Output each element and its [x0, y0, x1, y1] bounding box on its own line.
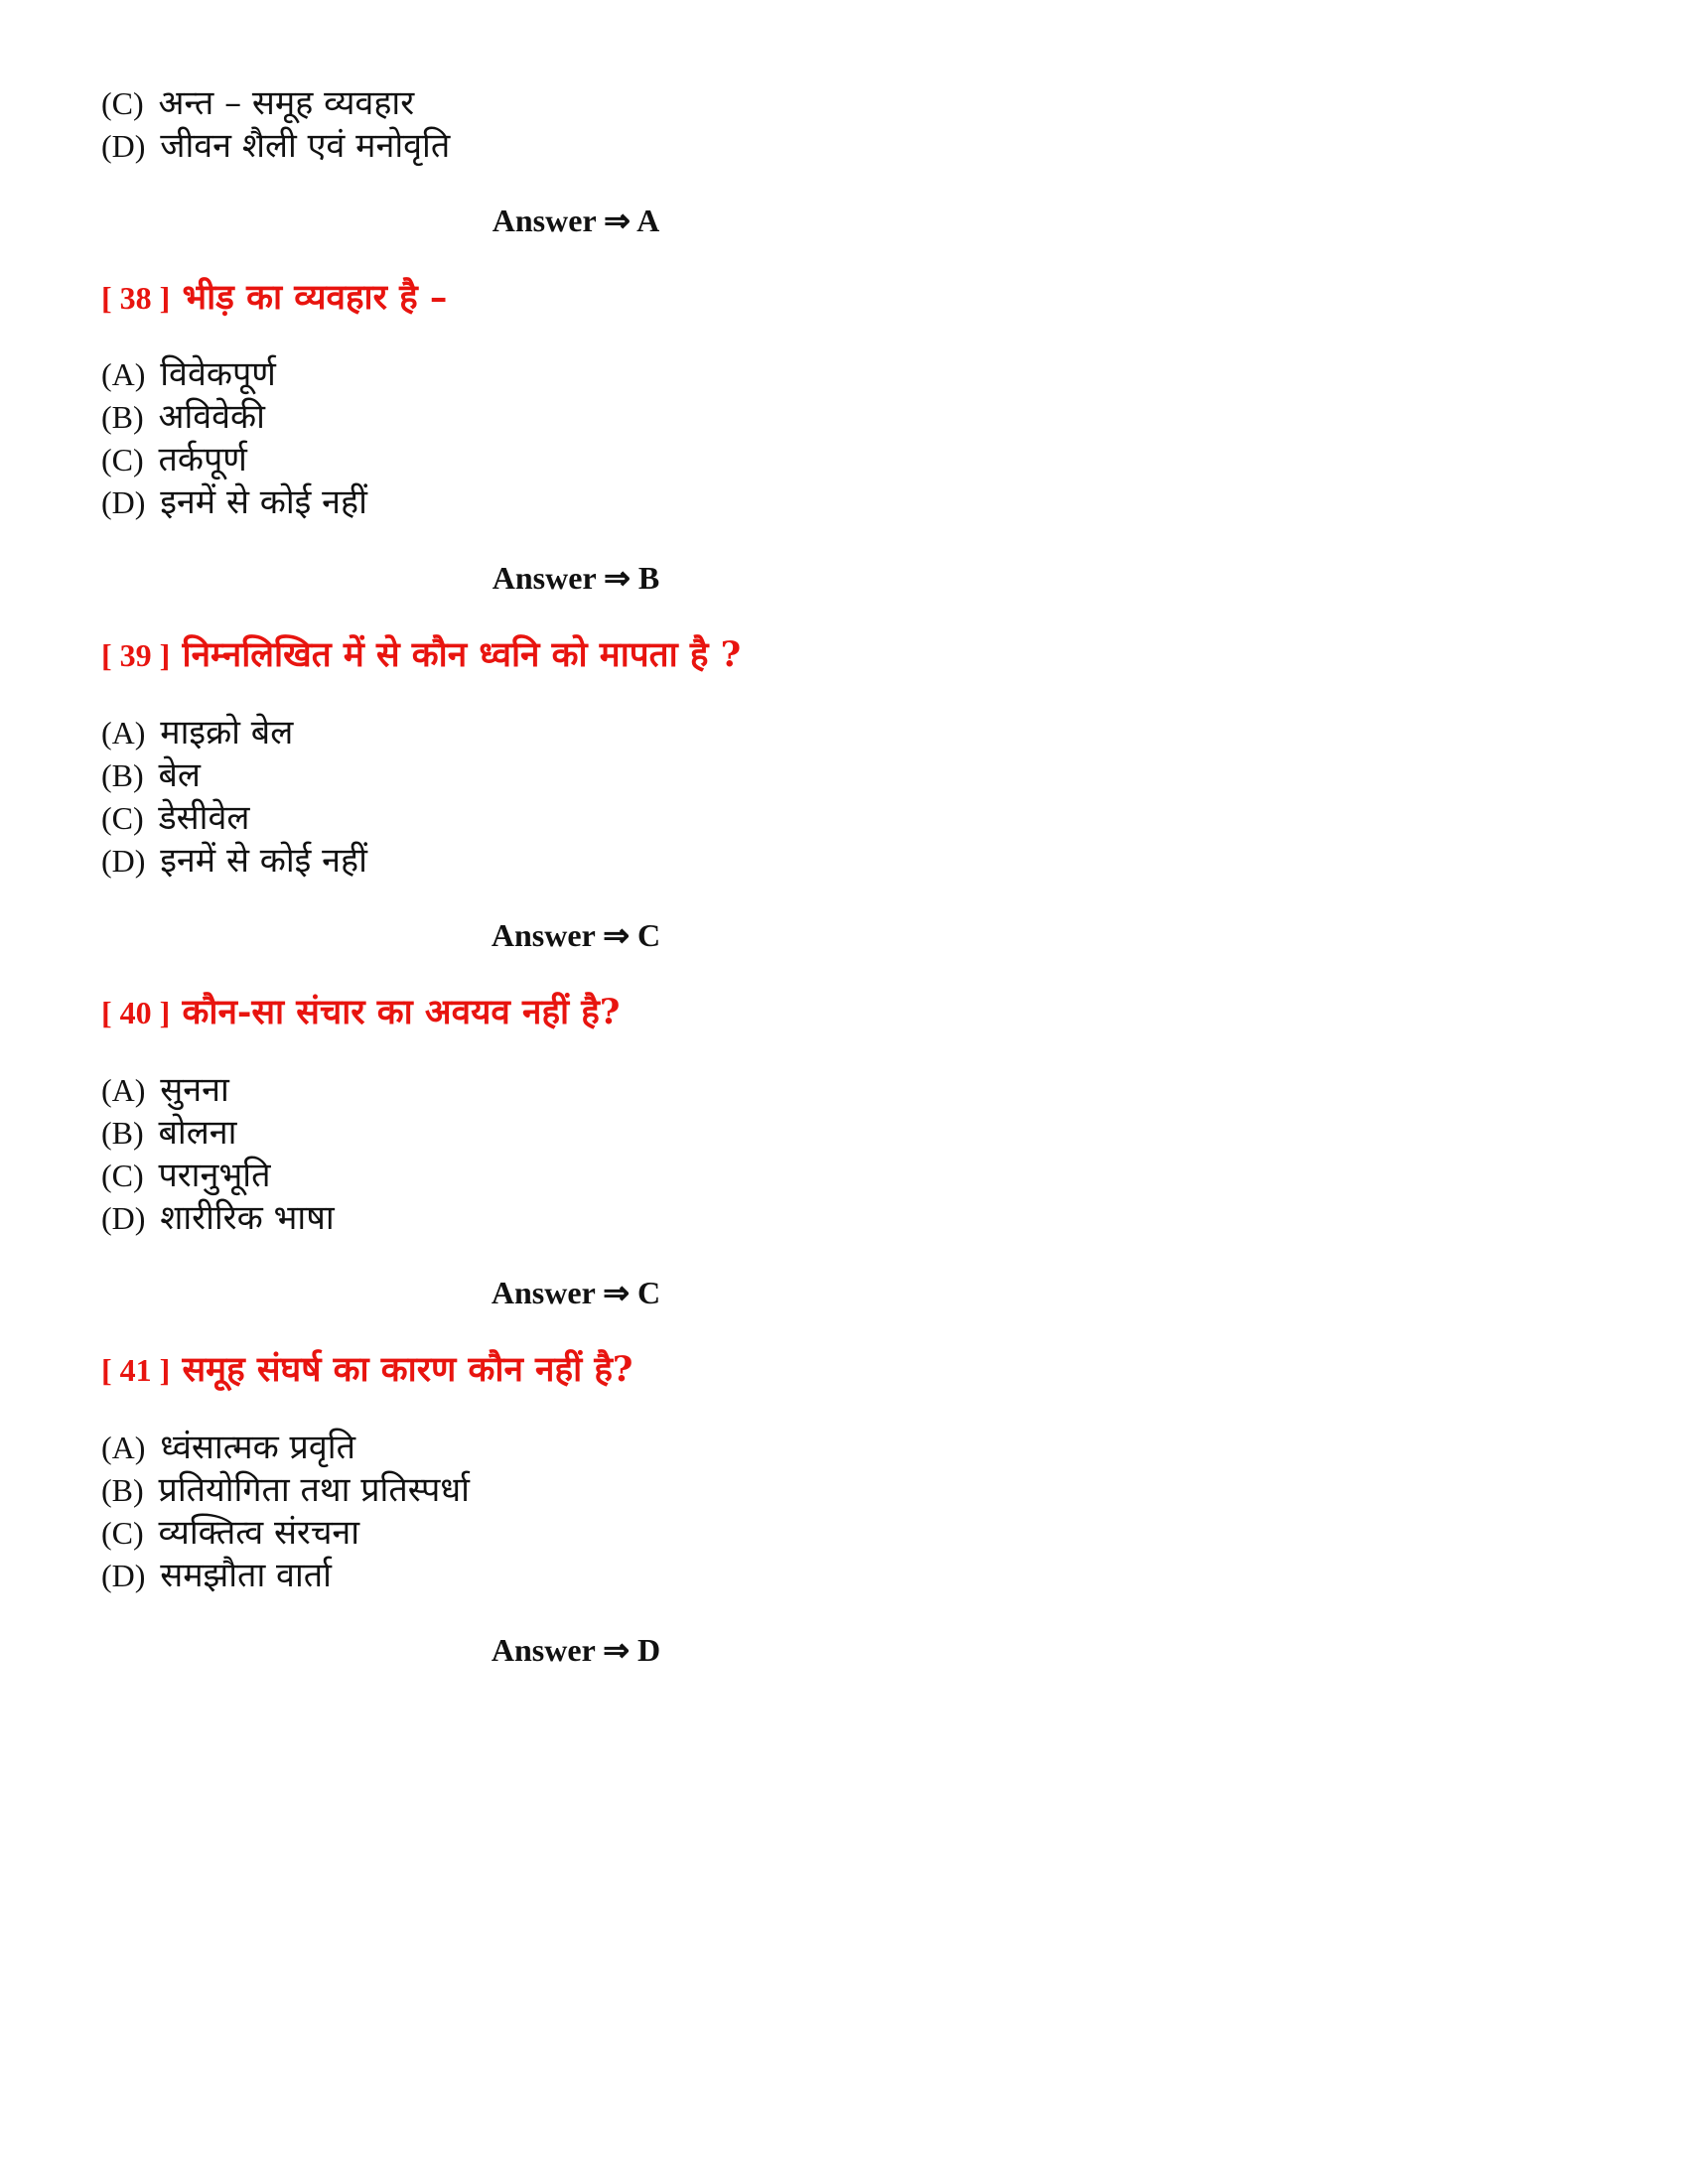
option-key: (C)	[101, 1158, 144, 1193]
option-b	[101, 395, 265, 439]
option-key: (C)	[101, 442, 144, 478]
option-key: (D)	[101, 484, 146, 520]
option-key: (A)	[101, 356, 146, 392]
option-text: ध्वंसात्मक प्रवृति	[160, 1428, 355, 1467]
option-d	[101, 839, 367, 883]
option-b	[101, 1468, 470, 1512]
option-text: इनमें से कोई नहीं	[160, 482, 367, 522]
option-key: (B)	[101, 1115, 144, 1151]
option-text: शारीरिक भाषा	[160, 1198, 335, 1238]
question-text: समूह संघर्ष का कारण कौन नहीं है?	[182, 1349, 633, 1390]
question-number: [ 40 ]	[101, 995, 171, 1030]
option-text: जीवन शैली एवं मनोवृति	[160, 126, 451, 166]
option-text: समझौता वार्ता	[160, 1556, 332, 1595]
option-key: (D)	[101, 1558, 146, 1593]
question-number: [ 39 ]	[101, 637, 171, 673]
option-key: (B)	[101, 399, 144, 435]
option-a	[101, 352, 276, 396]
option-d	[101, 480, 367, 524]
answer-line: Answer ⇒ C	[491, 917, 661, 953]
option-d	[101, 1554, 332, 1597]
option-c	[101, 1154, 270, 1197]
option-text: बेल	[158, 755, 201, 795]
option-text: तर्कपूर्ण	[158, 440, 247, 479]
option-text: विवेकपूर्ण	[160, 354, 276, 394]
option-d	[101, 1196, 335, 1240]
question-heading	[101, 276, 447, 320]
question-heading	[101, 1348, 633, 1392]
option-text: प्रतियोगिता तथा प्रतिस्पर्धा	[158, 1470, 470, 1510]
option-key: (C)	[101, 800, 144, 836]
option-c	[101, 1511, 359, 1555]
question-heading	[101, 633, 741, 677]
option-a	[101, 1426, 355, 1469]
option-a	[101, 711, 293, 754]
option-key: (A)	[101, 1430, 146, 1465]
option-b	[101, 753, 201, 797]
option-key: (B)	[101, 1472, 144, 1508]
question-number: [ 38 ]	[101, 280, 171, 316]
option-key: (B)	[101, 757, 144, 793]
question-text: भीड़ का व्यवहार है –	[182, 277, 448, 318]
option-d	[101, 124, 450, 168]
option-text: सुनना	[160, 1070, 229, 1110]
option-text: परानुभूति	[158, 1156, 271, 1195]
answer-line: Answer ⇒ A	[492, 203, 660, 238]
option-c	[101, 438, 247, 481]
question-heading	[101, 991, 620, 1034]
option-a	[101, 1068, 229, 1112]
question-number: [ 41 ]	[101, 1352, 171, 1388]
option-text: माइक्रो बेल	[160, 713, 294, 752]
option-c	[101, 81, 414, 125]
question-text: निम्नलिखित में से कौन ध्वनि को मापता है ?	[182, 634, 742, 675]
option-text: बोलना	[158, 1113, 237, 1153]
option-key: (D)	[101, 128, 146, 164]
option-text: डेसीवेल	[158, 798, 250, 838]
option-key: (A)	[101, 1072, 146, 1108]
answer-line: Answer ⇒ C	[491, 1275, 661, 1310]
option-b	[101, 1111, 236, 1155]
option-c	[101, 796, 249, 840]
question-text: कौन-सा संचार का अवयव नहीं है?	[182, 992, 621, 1032]
option-key: (D)	[101, 843, 146, 879]
option-text: व्यक्तित्व संरचना	[158, 1513, 360, 1553]
answer-line: Answer ⇒ B	[492, 560, 660, 596]
option-key: (A)	[101, 715, 146, 751]
option-key: (C)	[101, 1515, 144, 1551]
answer-line: Answer ⇒ D	[491, 1632, 661, 1668]
option-text: इनमें से कोई नहीं	[160, 841, 367, 881]
option-text: अन्त – समूह व्यवहार	[158, 83, 415, 123]
option-key: (D)	[101, 1200, 146, 1236]
option-text: अविवेकी	[158, 397, 265, 437]
option-key: (C)	[101, 85, 144, 121]
